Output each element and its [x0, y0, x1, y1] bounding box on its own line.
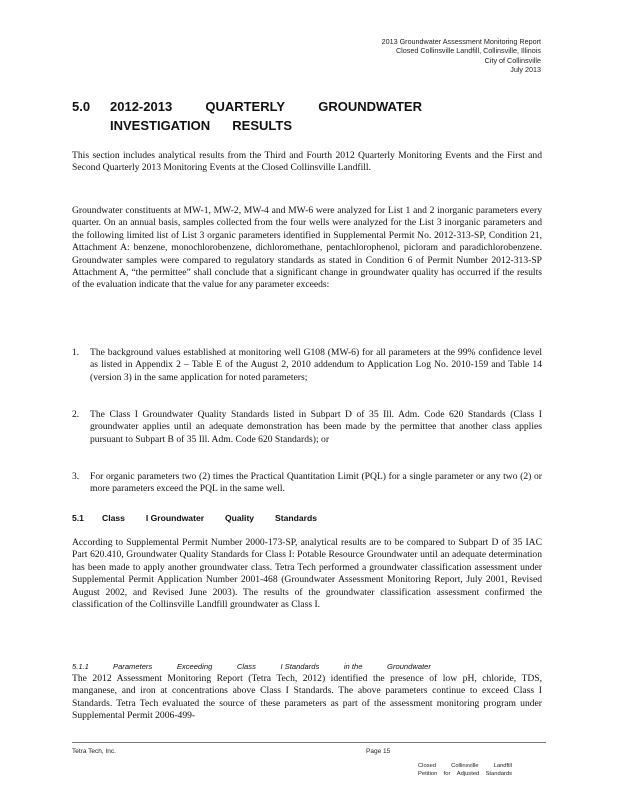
subsubsection-title — [113, 662, 431, 672]
subsubsection-title-word: Parameters — [113, 662, 153, 671]
subsubsection-number: 5.1.1 — [72, 662, 89, 671]
running-header — [382, 37, 541, 74]
list-number: 1. — [72, 347, 80, 358]
section-title-word: 2012-2013 — [110, 99, 173, 114]
header-report-title: 2013 Groundwater Assessment Monitoring Report — [381, 37, 541, 46]
footer-label-word: Landfill — [493, 763, 512, 769]
subsection-title-word: Quality — [224, 513, 255, 523]
subsection-title-word: I Groundwater — [145, 513, 205, 523]
subsubsection-title-word: Groundwater — [387, 662, 431, 671]
subsection-title — [102, 512, 317, 524]
subsubsection-title-word: in the — [343, 662, 363, 671]
footer-document-label — [418, 762, 512, 778]
exceedance-paragraph: The 2012 Assessment Monitoring Report (Tetra Tech, 2012) identified the presence of low pH, chloride, TDS, manganese, and iron at concentrations above Class I Standards. The above parameters continue to exceed Class I Standards. Tetra Tech evaluated the source of these parameters as part of the assessment monitoring program under Supplemental Permit 2006-499- — [72, 673, 542, 722]
subsubsection-title-word: Class — [236, 662, 256, 671]
list-number: 2. — [72, 409, 80, 420]
section-title-word: INVESTIGATION — [110, 118, 211, 133]
section-title-word: QUARTERLY — [205, 99, 286, 114]
footer-label-word: Collinsville — [451, 763, 479, 769]
subsection-title-word: Class — [102, 513, 125, 523]
intro-paragraph: This section includes analytical results from the Third and Fourth 2012 Quarterly Monitoring Events and the First and Second Quarterly 2013 Monitoring Events at the Closed Collinsville Landfill. — [72, 150, 542, 174]
footer-label-word: Closed — [418, 763, 437, 769]
list-text: The background values established at monitoring well G108 (MW-6) for all parameters at the 99% confidence level as listed in Appendix 2 – Table E of the August 2, 2010 addendum to Application Log No. 2010-159 and Table 14 (version 3) in the same application for noted parameters; — [90, 347, 542, 383]
list-text: The Class I Groundwater Quality Standards listed in Subpart D of 35 Ill. Adm. Code 620 Standards (Class I groundwater applies until an adequate demonstration has been made by the permittee that another class applies pursuant to Subpart B of 35 Ill. Adm. Code 620 Standards); or — [90, 409, 542, 445]
list-number: 3. — [72, 471, 80, 482]
footer-label-word: for — [443, 771, 451, 778]
subsubsection-title-word: Exceeding — [176, 662, 213, 671]
subsubsection-title-word: I Standards — [280, 662, 320, 671]
section-title-line-2 — [110, 117, 292, 135]
footer-label-word: Petition — [418, 771, 438, 778]
footer-label-row-1 — [418, 762, 512, 770]
header-date: July 2013 — [510, 64, 541, 74]
subsection-title-word: Standards — [274, 513, 317, 523]
section-number: 5.0 — [72, 99, 91, 114]
section-title-word: GROUNDWATER — [318, 99, 422, 114]
section-title-line-1 — [110, 98, 422, 116]
footer-company: Tetra Tech, Inc. — [72, 748, 116, 755]
section-title-word: RESULTS — [232, 118, 292, 133]
footer-label-word: Adjusted — [456, 771, 480, 778]
header-site: Closed Collinsville Landfill, Collinsville, Illinois — [395, 46, 541, 56]
footer-label-row-2 — [418, 770, 512, 778]
footer-page-number: Page 15 — [366, 748, 391, 755]
subsection-number: 5.1 — [72, 513, 84, 523]
constituents-paragraph: Groundwater constituents at MW-1, MW-2, MW-4 and MW-6 were analyzed for List 1 and 2 inorganic parameters every quarter. On an annual basis, samples collected from the four wells were analyzed for the List 3 inorganic parameters and the following limited list of List 3 organic parameters identified in Supplemental Permit No. 2012-313-SP, Condition 21, Attachment A: benzene, monochlorobenzene, dichloromethane, pentachlorophenol, picloram and paradichlorobenzene. Groundwater samples were compared to regulatory standards as stated in Condition 6 of Permit Number 2012-313-SP Attachment A, “the permittee” shall conclude that a significant change in groundwater quality has occurred if the results of the evaluation indicate that the value for any parameter exceeds: — [72, 205, 542, 291]
footer-label-word: Standards — [485, 771, 512, 778]
classification-paragraph: According to Supplemental Permit Number 2000-173-SP, analytical results are to be compared to Subpart D of 35 IAC Part 620.410, Groundwater Quality Standards for Class I: Potable Resource Groundwater until an adequate determination has been made to apply another groundwater class. Tetra Tech performed a groundwater classification assessment under Supplemental Permit Application Number 2001-468 (Groundwater Assessment Monitoring Report, July 2001, Revised August 2002, and Revised June 2003). The results of the groundwater classification assessment confirmed the classification of the Collinsville Landfill groundwater as Class I. — [72, 537, 542, 611]
footer-divider — [72, 742, 546, 743]
header-client: City of Collinsville — [484, 55, 541, 65]
list-text: For organic parameters two (2) times the Practical Quantitation Limit (PQL) for a single parameter or any two (2) or more parameters exceed the PQL in the same well. — [90, 471, 542, 495]
